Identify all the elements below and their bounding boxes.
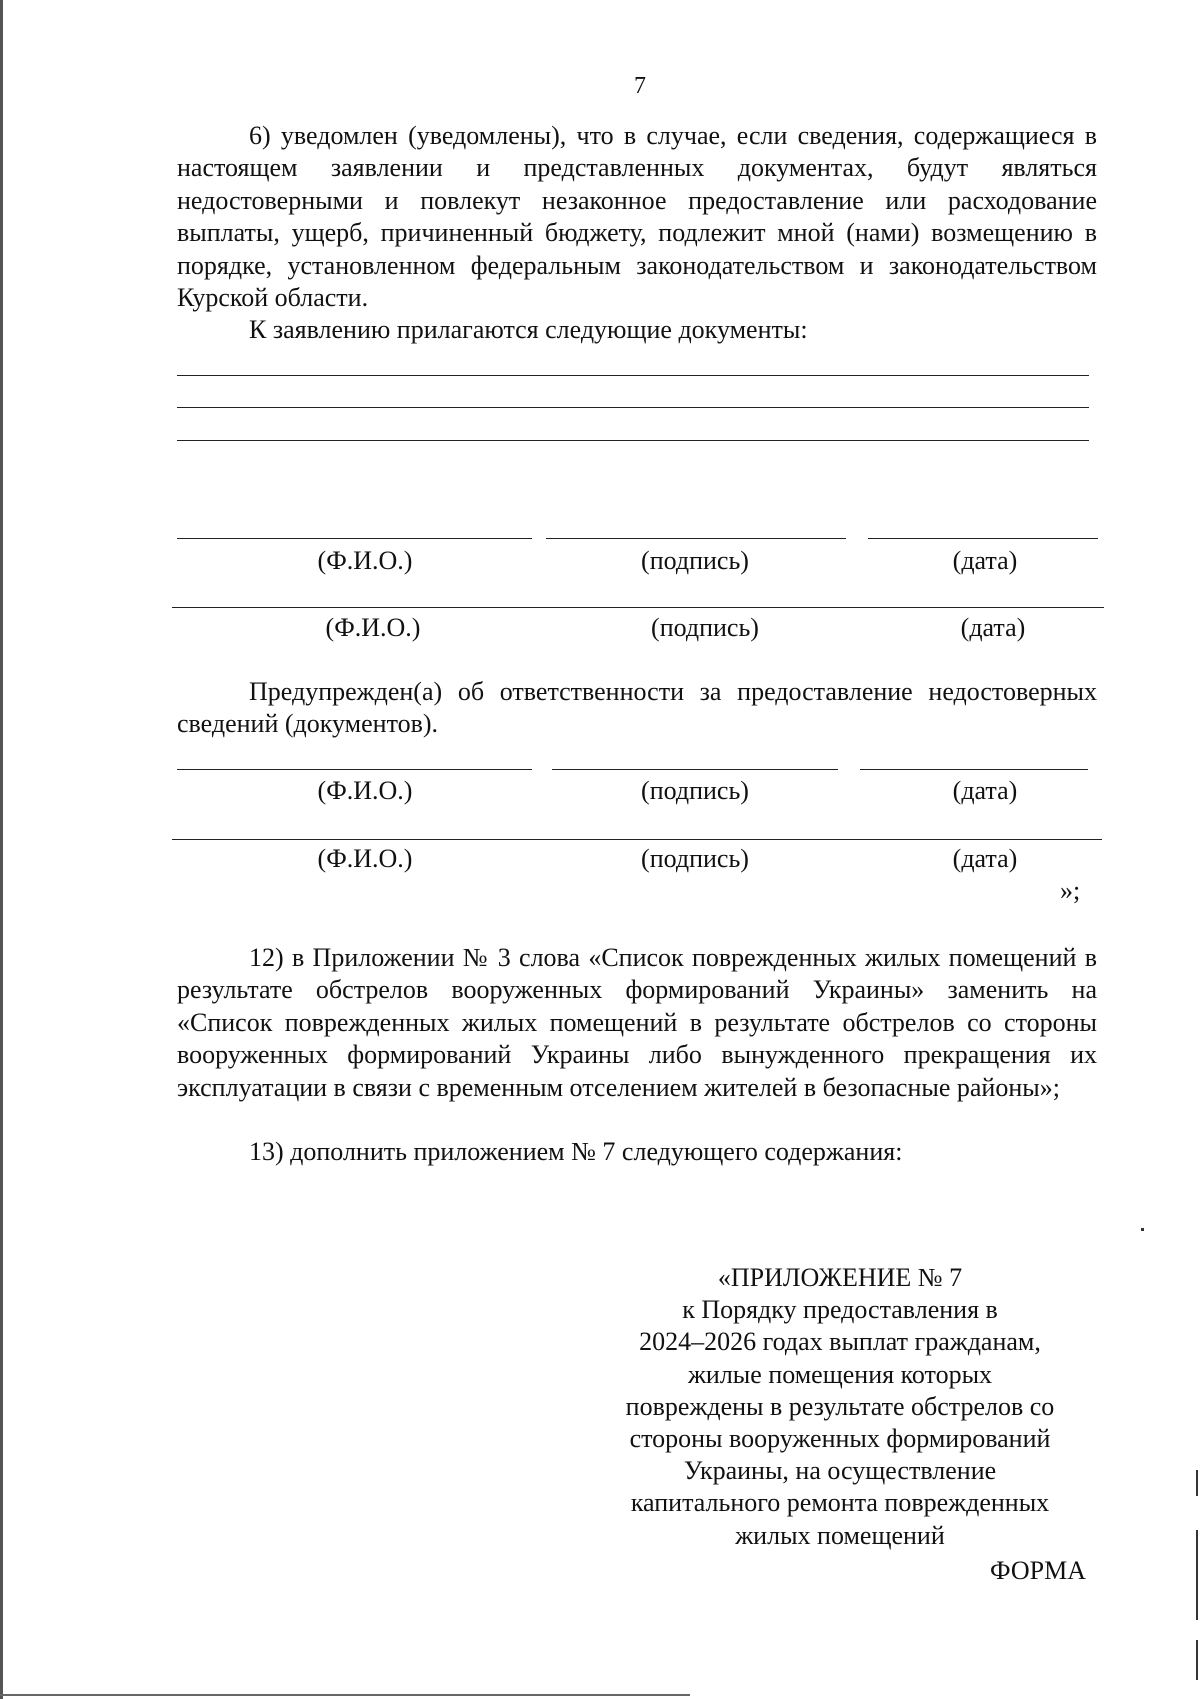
fio-blank-line[interactable] [177,538,532,539]
date-blank-line[interactable] [860,769,1088,770]
section-6-paragraph [177,120,1097,314]
scan-left-edge [0,0,3,1699]
fio-blank-line[interactable] [177,769,532,770]
scan-speck [1196,1640,1198,1680]
attachments-intro-text: К заявлению прилагаются следующие документы: [249,315,808,344]
attachment-blank-line[interactable] [177,375,1089,376]
section-6-text: 6) уведомлен (уведомлены), что в случае, если сведения, содержащиеся в настоящем заявлении и представленных документах, будут являться недостоверными и повлекут незаконное предоставление или расходование выплаты, ущерб, причиненный бюджету, подлежит мной (нами) возмещению в порядке, установленном федеральным законодательством и законодательством Курской области. [177,121,1097,313]
form-label: ФОРМА [990,1556,1086,1585]
section-12-paragraph [177,942,1097,1104]
appendix-line: жилые помещения которых [687,1359,993,1389]
appendix-line: повреждены в результате обстрелов со [625,1391,1055,1421]
appendix-header [600,1262,1080,1552]
date-label: (дата) [952,776,1018,805]
fio-label: (Ф.И.О.) [317,844,413,873]
fio-label: (Ф.И.О.) [317,776,413,805]
scan-speck [1196,1470,1198,1496]
section-12-text: 12) в Приложении № 3 слова «Список поврежденных жилых помещений в результате обстрелов вооруженных формирований Украины» заменить на «Список поврежденных жилых помещений в результате обстрелов со стороны вооруженных формирований Украины либо вынужденного прекращения их эксплуатации в связи с временным отселением жителей в безопасные районы»; [177,943,1097,1102]
signature-label: (подпись) [641,546,749,575]
date-label: (дата) [952,546,1018,575]
signature-label: (подпись) [641,776,749,805]
section-13-paragraph [177,1136,1097,1168]
signature-label: (подпись) [641,844,749,873]
signature-blank-line[interactable] [546,538,846,539]
scan-bottom-edge [0,1694,690,1696]
scan-speck [1141,1228,1144,1231]
date-label: (дата) [960,613,1026,642]
closing-quote-mark: »; [1060,876,1081,905]
attachment-blank-line[interactable] [177,407,1089,408]
attachment-blank-line[interactable] [177,440,1089,441]
appendix-line: жилых помещений [735,1520,945,1550]
signature-label: (подпись) [651,613,759,642]
appendix-title: «ПРИЛОЖЕНИЕ № 7 [717,1263,963,1292]
warning-paragraph [177,676,1097,741]
appendix-line: 2024–2026 годах выплат гражданам, [639,1327,1041,1357]
page-number: 7 [634,73,646,99]
second-signer-blank-line[interactable] [172,607,1104,608]
appendix-line: Украины, на осуществление [683,1456,997,1486]
appendix-line: капитального ремонта поврежденных [630,1488,1050,1518]
appendix-line: к Порядку предоставления в [682,1295,998,1325]
fio-label: (Ф.И.О.) [325,613,421,642]
signature-blank-line[interactable] [552,769,838,770]
fio-label: (Ф.И.О.) [317,546,413,575]
section-13-text: 13) дополнить приложением № 7 следующего содержания: [249,1137,903,1166]
date-blank-line[interactable] [868,538,1098,539]
scan-speck [1196,1530,1198,1620]
second-signer-blank-line[interactable] [172,839,1102,840]
appendix-line: стороны вооруженных формирований [629,1424,1051,1454]
warning-text: Предупрежден(а) об ответственности за предоставление недостоверных сведений (документов). [177,677,1097,739]
attachments-intro [177,314,1097,346]
date-label: (дата) [952,844,1018,873]
